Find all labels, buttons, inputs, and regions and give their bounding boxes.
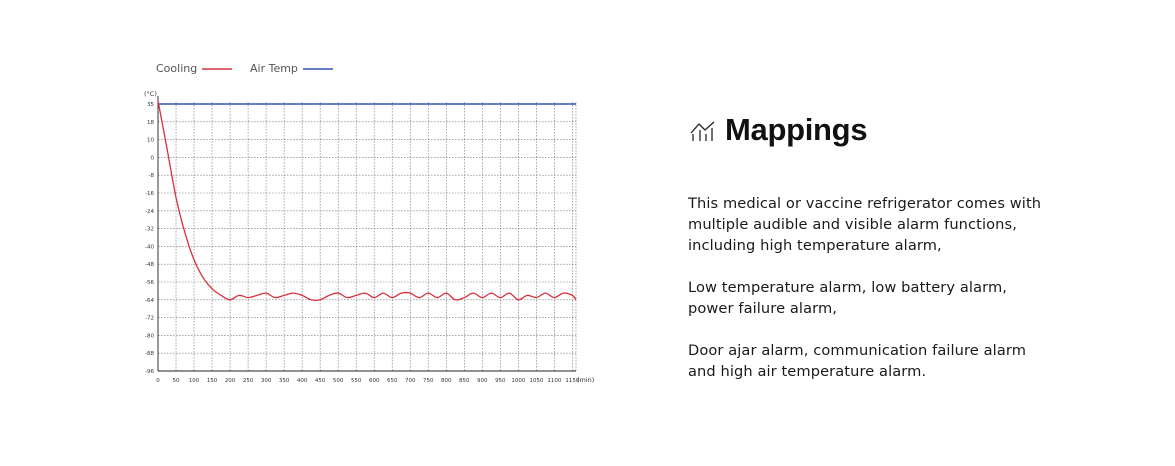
y-tick-label-14: -88 <box>145 351 154 358</box>
legend-label-2: Air Temp <box>250 62 298 75</box>
paragraph-3-line-1: Door ajar alarm, communication failure alarm <box>688 342 1027 359</box>
paragraph-2-line-2: power failure alarm, <box>688 300 838 317</box>
x-tick-label-10: 500 <box>332 378 344 384</box>
description <box>688 193 1108 382</box>
y-tick-label-15: -96 <box>145 369 154 375</box>
paragraph-1-line-2: multiple audible and visible alarm functions, <box>688 216 1017 233</box>
paragraph-2 <box>688 277 1108 319</box>
x-tick-label-8: 400 <box>296 378 308 384</box>
y-tick-label-10: -56 <box>145 280 154 286</box>
y-tick-label-12: -72 <box>145 315 154 322</box>
x-tick-label-4: 200 <box>224 378 236 384</box>
x-tick-label-17: 850 <box>459 378 470 384</box>
legend-label-1: Cooling <box>156 62 198 75</box>
paragraph-1-line-3: including high temperature alarm, <box>688 237 942 254</box>
x-tick-label-11: 550 <box>350 378 362 384</box>
x-tick-label-13: 650 <box>386 378 398 384</box>
paragraph-1-line-1: This medical or vaccine refrigerator comes with <box>688 195 1042 212</box>
line-chart-icon <box>689 119 716 142</box>
y-axis-unit: (°C) <box>144 90 157 98</box>
x-tick-label-1: 50 <box>172 378 180 384</box>
x-tick-label-16: 800 <box>441 378 452 384</box>
y-tick-label-0: 35 <box>147 102 154 108</box>
x-tick-label-23: 1150 <box>565 378 580 384</box>
y-tick-label-7: -32 <box>145 226 154 233</box>
y-tick-label-3: 0 <box>150 155 154 162</box>
y-tick-label-6: -24 <box>145 208 154 215</box>
paragraph-2-line-1: Low temperature alarm, low battery alarm, <box>688 279 1008 296</box>
series-line-cooling <box>158 101 576 300</box>
x-tick-label-6: 300 <box>260 378 272 384</box>
y-tick-label-2: 10 <box>147 137 154 144</box>
y-tick-label-4: -8 <box>148 173 154 180</box>
x-tick-label-5: 250 <box>242 378 254 384</box>
paragraph-1 <box>688 193 1108 256</box>
y-tick-label-5: -16 <box>145 191 154 197</box>
x-tick-label-3: 150 <box>206 378 218 384</box>
x-tick-label-7: 350 <box>278 378 290 384</box>
x-tick-label-0: 0 <box>156 378 160 384</box>
y-tick-label-11: -64 <box>145 297 154 304</box>
x-tick-label-15: 750 <box>423 378 434 384</box>
y-tick-label-9: -48 <box>145 262 154 269</box>
x-tick-label-2: 100 <box>188 378 200 384</box>
x-axis-unit: (min) <box>577 376 595 384</box>
x-tick-label-22: 1100 <box>547 378 562 384</box>
heading-row <box>689 112 1108 148</box>
paragraph-3-line-2: and high air temperature alarm. <box>688 363 927 380</box>
x-tick-label-19: 950 <box>495 378 506 384</box>
x-tick-label-12: 600 <box>368 378 380 384</box>
x-tick-label-18: 900 <box>477 378 488 384</box>
x-tick-label-14: 700 <box>404 378 416 384</box>
info-panel <box>688 112 1108 403</box>
paragraph-3 <box>688 340 1108 382</box>
y-tick-label-1: 18 <box>147 119 154 126</box>
y-tick-label-8: -40 <box>145 244 154 251</box>
y-tick-label-13: -80 <box>145 333 154 340</box>
x-tick-label-21: 1050 <box>529 378 544 384</box>
section-title: Mappings <box>725 112 868 147</box>
x-tick-label-20: 1000 <box>511 378 526 384</box>
x-tick-label-9: 450 <box>314 378 326 384</box>
